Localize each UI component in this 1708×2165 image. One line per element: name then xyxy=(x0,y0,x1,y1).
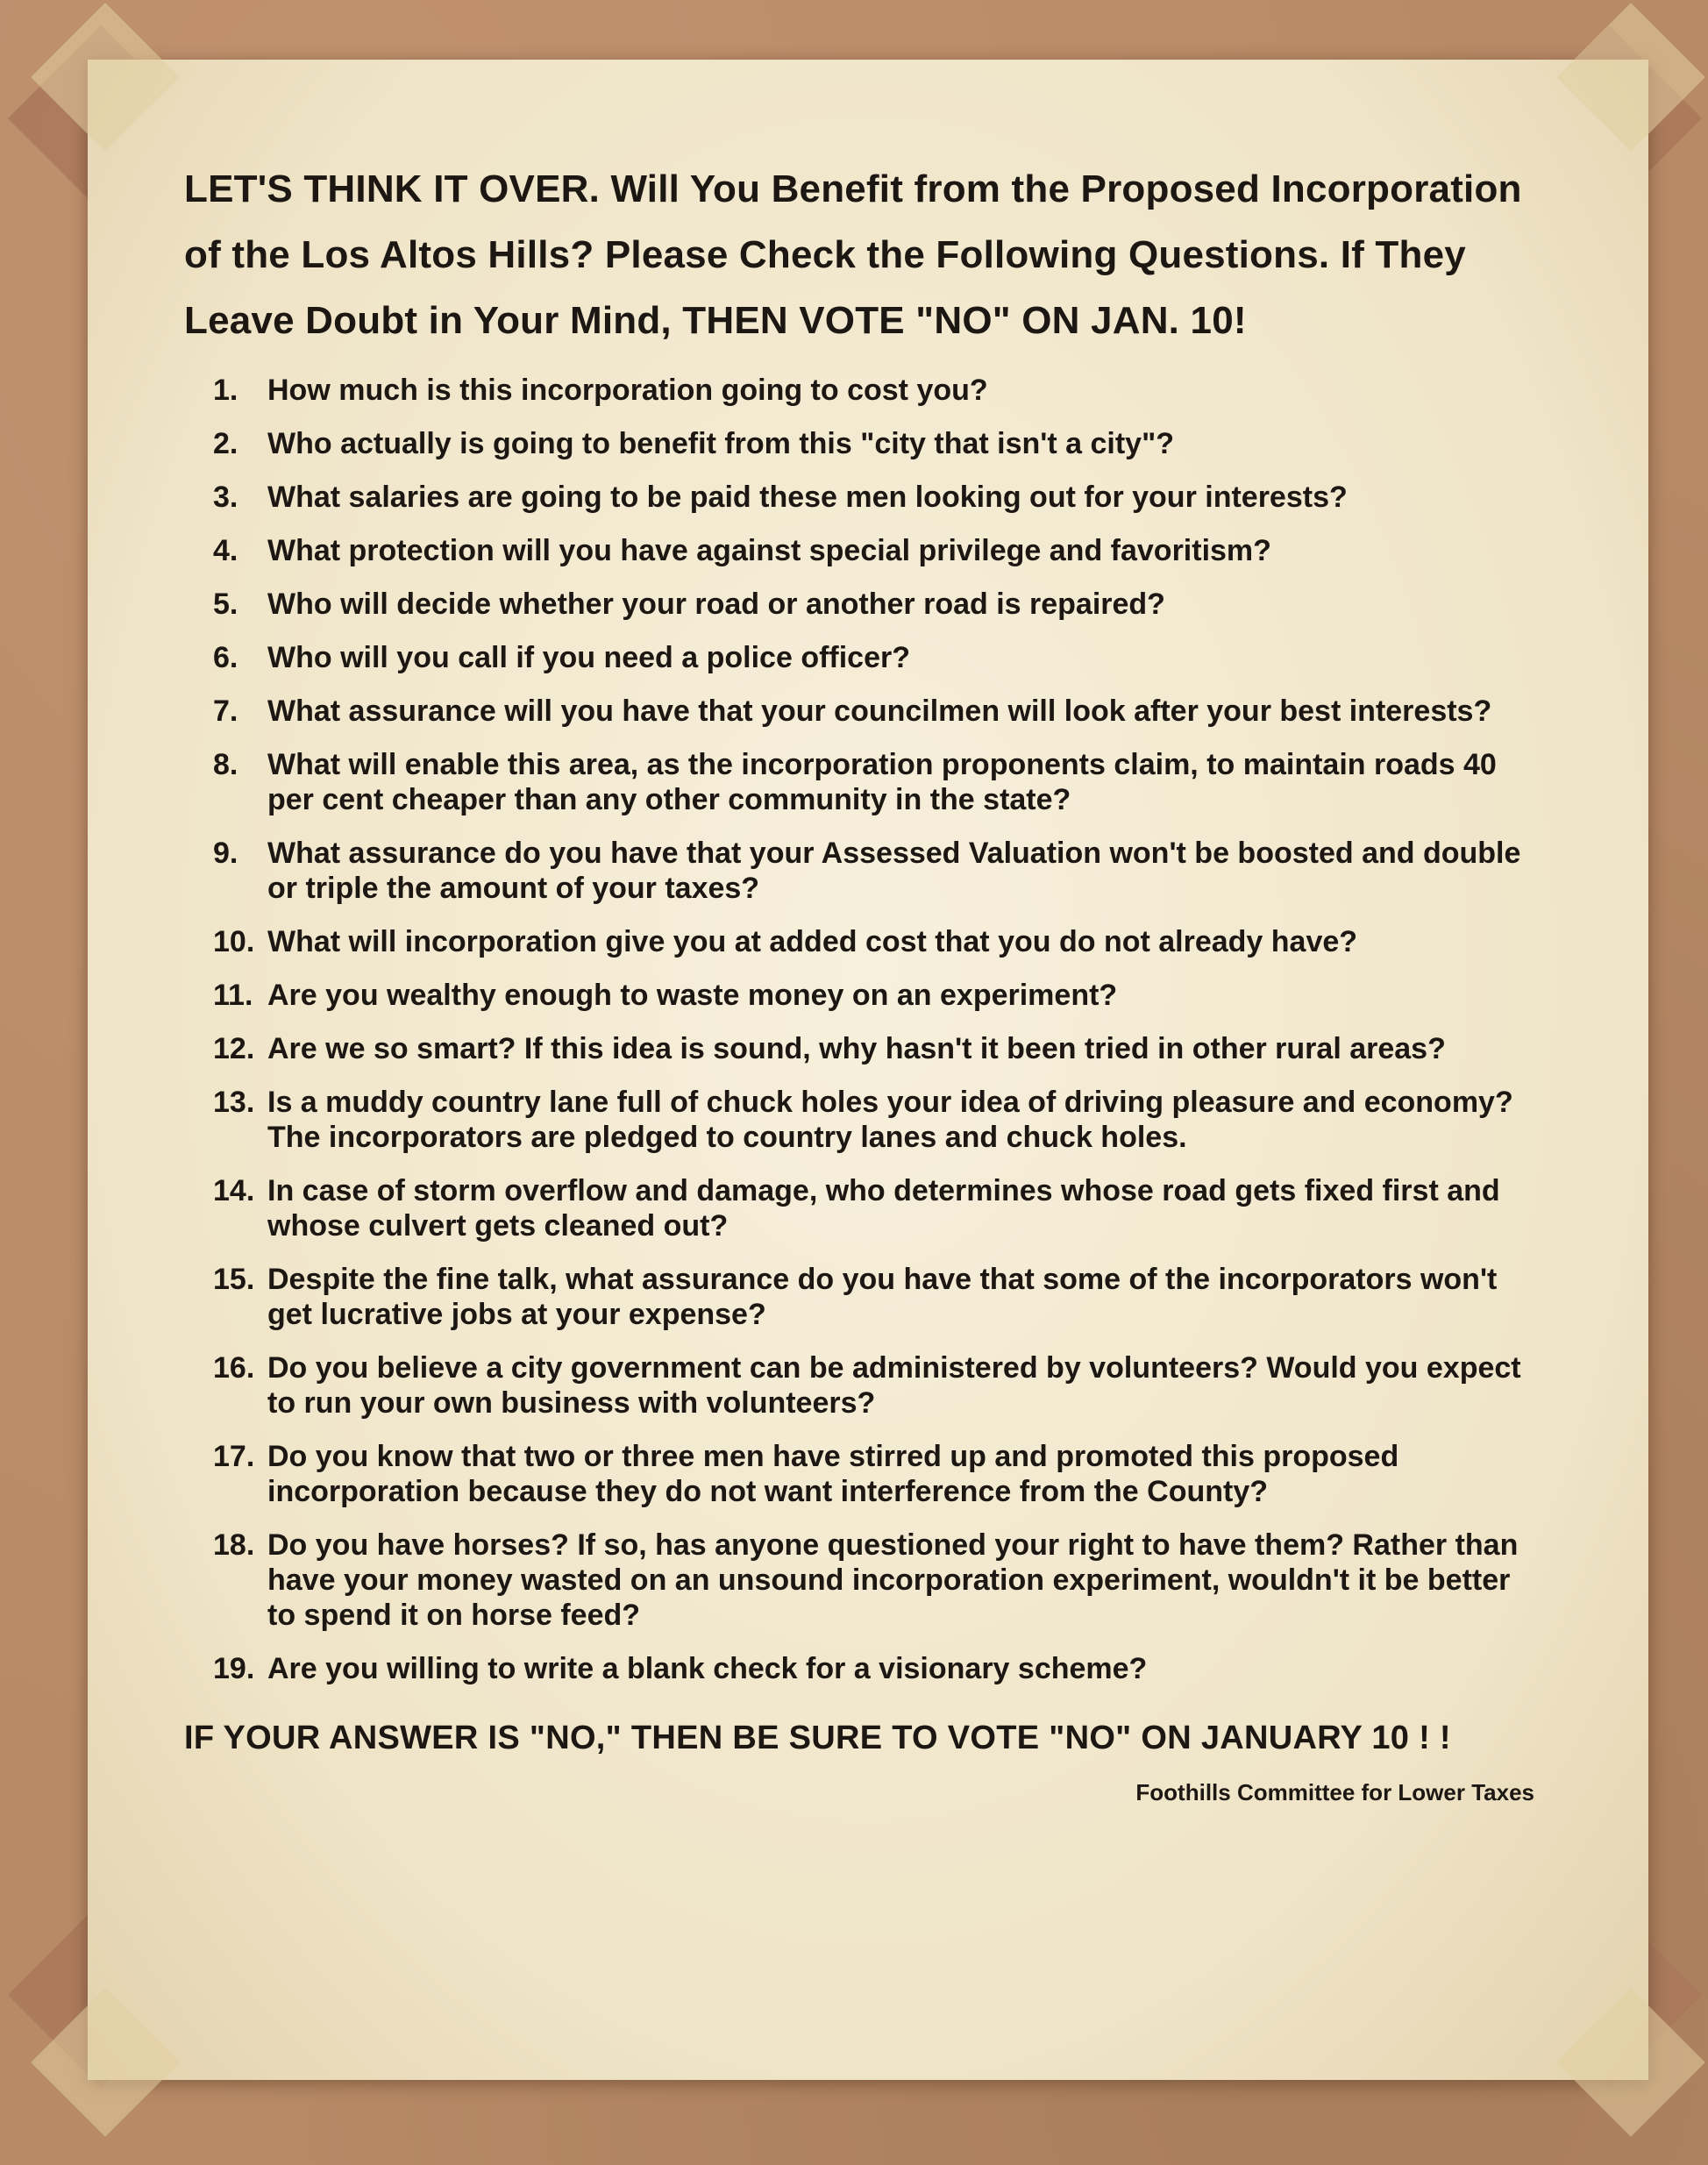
question-number-cell xyxy=(184,1439,267,1474)
question-item xyxy=(184,426,1543,461)
question-number-cell xyxy=(184,1651,267,1686)
question-number-cell xyxy=(184,978,267,1013)
question-number: 16. xyxy=(213,1351,255,1385)
question-number: 15. xyxy=(213,1263,255,1296)
question-item xyxy=(184,1031,1543,1066)
question-number: 4. xyxy=(213,534,238,567)
question-item xyxy=(184,587,1543,622)
question-number-cell xyxy=(184,587,267,622)
question-item xyxy=(184,1651,1543,1686)
question-text: What protection will you have against special privilege and favoritism? xyxy=(267,534,1271,567)
question-number: 17. xyxy=(213,1440,255,1473)
question-number-cell xyxy=(184,640,267,675)
question-number: 11. xyxy=(213,979,253,1012)
question-item xyxy=(184,480,1543,515)
question-item xyxy=(184,1262,1543,1332)
question-item xyxy=(184,747,1543,817)
question-number: 6. xyxy=(213,641,238,674)
closing-statement: IF YOUR ANSWER IS "NO," THEN BE SURE TO VOTE "NO" ON JANUARY 10 ! ! xyxy=(184,1720,1451,1756)
question-number: 18. xyxy=(213,1528,255,1562)
question-text: What will enable this area, as the incorporation proponents claim, to maintain roads 40 per cent cheaper than any other community in the state? xyxy=(267,748,1497,816)
question-list xyxy=(184,373,1543,1686)
poster-headline: LET'S THINK IT OVER. Will You Benefit from the Proposed Incorporation of the Los Altos Hills? Please Check the Following Questions. If They Leave Doubt in Your Mind, THEN VOTE "NO" ON JAN. 10! xyxy=(184,167,1522,342)
question-text: How much is this incorporation going to cost you? xyxy=(267,374,988,407)
question-number-cell xyxy=(184,1262,267,1297)
question-text: Are you willing to write a blank check for a visionary scheme? xyxy=(267,1652,1148,1685)
question-item xyxy=(184,1085,1543,1155)
poster-sheet xyxy=(88,60,1648,2080)
committee-signature: Foothills Committee for Lower Taxes xyxy=(1135,1779,1534,1805)
question-number: 10. xyxy=(213,925,255,958)
question-item xyxy=(184,640,1543,675)
question-number-cell xyxy=(184,1085,267,1120)
question-item xyxy=(184,924,1543,959)
question-text: Who will decide whether your road or another road is repaired? xyxy=(267,588,1165,621)
question-number-cell xyxy=(184,480,267,515)
question-text: Are you wealthy enough to waste money on an experiment? xyxy=(267,979,1118,1012)
question-text: In case of storm overflow and damage, who determines whose road gets fixed first and whose culvert gets cleaned out? xyxy=(267,1174,1500,1243)
question-text: Do you have horses? If so, has anyone questioned your right to have them? Rather than have your money wasted on an unsound incorporation experiment, wouldn't it be better to spend it on horse feed? xyxy=(267,1528,1519,1632)
question-text: Do you know that two or three men have stirred up and promoted this proposed incorporation because they do not want interference from the County? xyxy=(267,1440,1399,1508)
question-number-cell xyxy=(184,836,267,871)
question-number-cell xyxy=(184,1350,267,1385)
question-number: 3. xyxy=(213,481,238,514)
question-text: What salaries are going to be paid these men looking out for your interests? xyxy=(267,481,1348,514)
question-item xyxy=(184,694,1543,729)
question-text: Do you believe a city government can be administered by volunteers? Would you expect to run your own business with volunteers? xyxy=(267,1351,1521,1420)
question-number: 2. xyxy=(213,427,238,460)
question-text: What will incorporation give you at added cost that you do not already have? xyxy=(267,925,1358,958)
question-number-cell xyxy=(184,426,267,461)
question-number: 13. xyxy=(213,1086,255,1119)
question-number: 5. xyxy=(213,588,238,621)
question-text: Are we so smart? If this idea is sound, why hasn't it been tried in other rural areas? xyxy=(267,1032,1446,1065)
question-item xyxy=(184,533,1543,568)
question-item xyxy=(184,373,1543,408)
question-number-cell xyxy=(184,1031,267,1066)
question-number: 7. xyxy=(213,694,238,728)
question-text: What assurance do you have that your Assessed Valuation won't be boosted and double or triple the amount of your taxes? xyxy=(267,837,1521,905)
question-number: 1. xyxy=(213,374,238,407)
question-number-cell xyxy=(184,747,267,782)
question-item xyxy=(184,1439,1543,1509)
question-item xyxy=(184,1350,1543,1421)
question-number: 9. xyxy=(213,837,238,870)
question-text: Who will you call if you need a police officer? xyxy=(267,641,910,674)
question-text: Who actually is going to benefit from this "city that isn't a city"? xyxy=(267,427,1174,460)
question-number-cell xyxy=(184,924,267,959)
question-item xyxy=(184,836,1543,906)
question-number: 14. xyxy=(213,1174,255,1207)
question-number-cell xyxy=(184,1173,267,1208)
question-number: 8. xyxy=(213,748,238,781)
question-text: Is a muddy country lane full of chuck holes your idea of driving pleasure and economy? The incorporators are pledged to country lanes and chuck holes. xyxy=(267,1086,1513,1154)
question-text: Despite the fine talk, what assurance do you have that some of the incorporators won't get lucrative jobs at your expense? xyxy=(267,1263,1498,1331)
question-text: What assurance will you have that your councilmen will look after your best interests? xyxy=(267,694,1492,728)
question-number: 12. xyxy=(213,1032,255,1065)
question-item xyxy=(184,1173,1543,1243)
question-item xyxy=(184,978,1543,1013)
question-number-cell xyxy=(184,533,267,568)
question-number-cell xyxy=(184,1528,267,1563)
question-number-cell xyxy=(184,373,267,408)
question-item xyxy=(184,1528,1543,1633)
question-number: 19. xyxy=(213,1652,255,1685)
question-number-cell xyxy=(184,694,267,729)
